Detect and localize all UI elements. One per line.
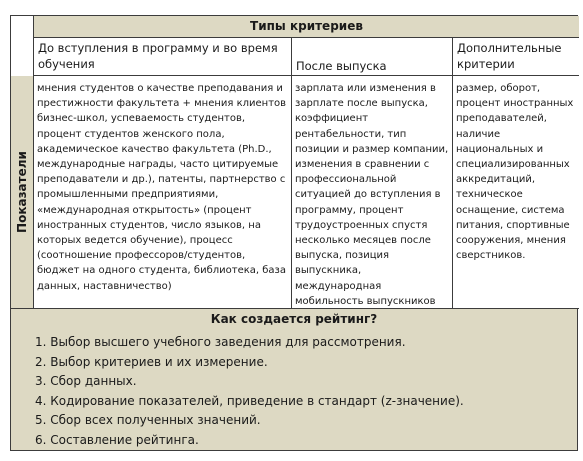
column-body-additional: размер, оборот, процент иностранных преподавателей, наличие национальных и специализированных аккредитаций, техническое оснащение, система питания, спортивные сооружения, мнения сверстников. [452, 76, 579, 309]
criteria-table [10, 15, 578, 451]
rating-step: 1. Выбор высшего учебного заведения для рассмотрения. [35, 335, 406, 349]
column-header-after: После выпуска [291, 38, 452, 76]
column-body-before: мнения студентов о качестве преподавания и престижности факультета + мнения клиентов бизнес-школ, успеваемость студентов, процент студентов женского пола, академическое качество факультета (Ph.D., международные награды, часто цитируемые преподаватели и др.), патенты, партнерство с промышленными предприятиями, «международная открытость» (процент иностранных студентов, число языков, на которых ведется обучение), процесс (соотношение профессоров/студентов, бюджет на одного студента, библиотека, база данных, наставничество) [33, 76, 291, 309]
rating-title: Как создается рейтинг? [210, 312, 378, 326]
column-header-before: До вступления в программу и во время обучения [33, 38, 291, 76]
row-label-text: Показатели [15, 151, 29, 233]
rating-step: 2. Выбор критериев и их измерение. [35, 354, 268, 369]
rating-steps-list [35, 333, 464, 451]
corner-blank [11, 16, 33, 76]
rating-step: 4. Кодирование показателей, приведение в стандарт (z-значение). [35, 393, 464, 408]
column-header-additional: Дополнительные критерии [452, 38, 579, 76]
rating-step: 3. Сбор данных. [35, 374, 137, 389]
rating-section [11, 309, 577, 450]
rating-step: 5. Сбор всех полученных значений. [35, 413, 261, 428]
row-label-indicators [11, 76, 33, 309]
column-body-after: зарплата или изменения в зарплате после выпуска, коэффициент рентабельности, тип позиции и размер компании, изменения в сравнении с профессиональной ситуацией до вступления в программу, процент трудоустроенных спустя несколько месяцев после выпуска, позиция выпускника, международная мобильность выпускников [291, 76, 452, 309]
table-title: Типы критериев [33, 16, 579, 38]
rating-step: 6. Составление рейтинга. [35, 432, 199, 447]
